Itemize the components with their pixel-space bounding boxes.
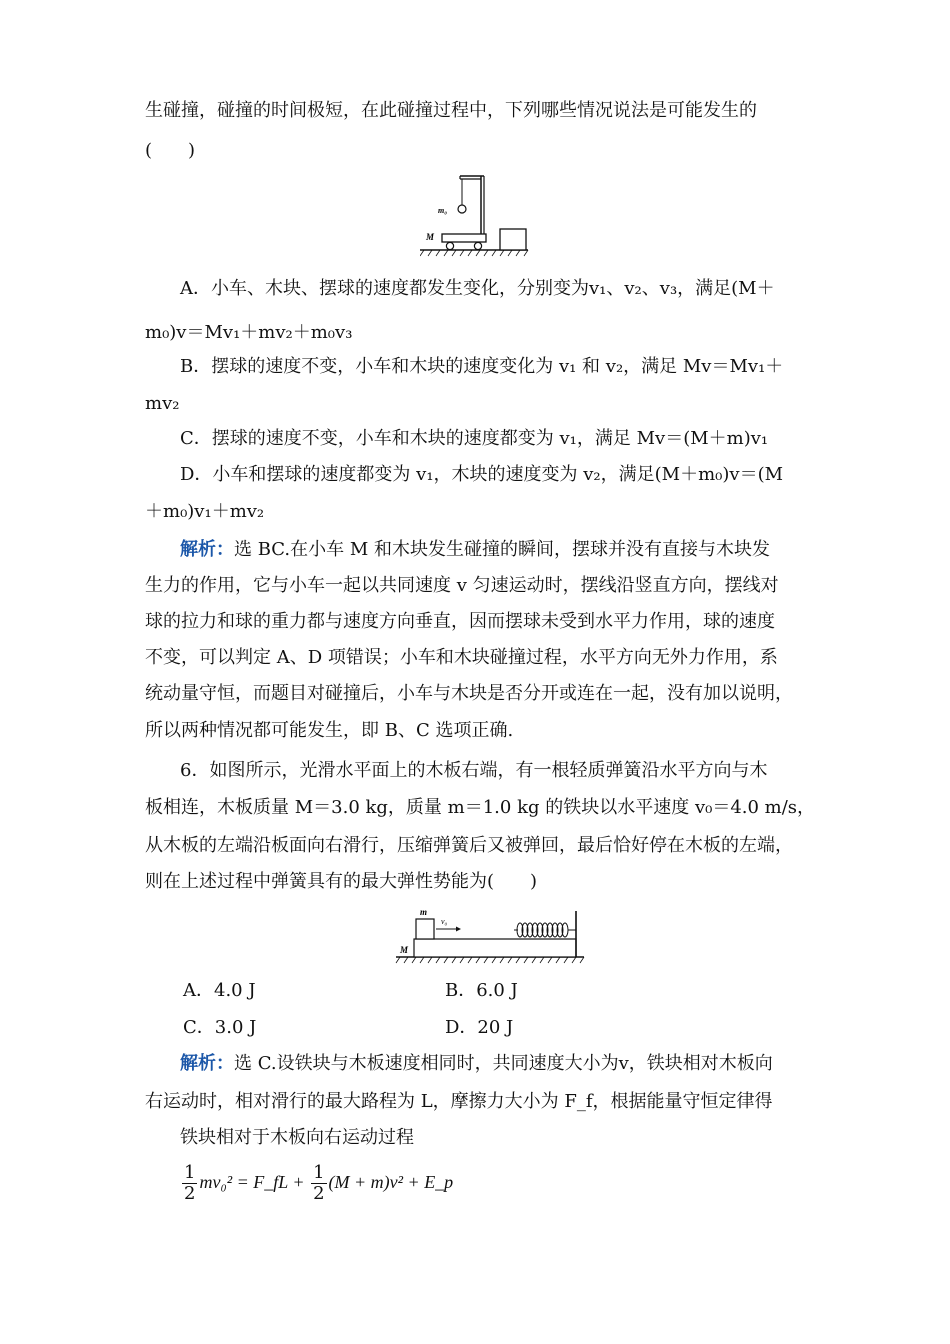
cart-label: M [426, 232, 435, 242]
q5-analysis-line2: 生力的作用，它与小车一起以共同速度 v 匀速运动时，摆线沿竖直方向，摆线对 [145, 575, 779, 596]
cart-pendulum-figure [420, 172, 530, 257]
q5-analysis-line4: 不变，可以判定 A、D 项错误；小车和木块碰撞过程，水平方向无外力作用，系 [145, 647, 778, 668]
q5-option-b-line2: mv₂ [145, 393, 180, 414]
q5-option-d-line2: ＋m₀)v₁＋mv₂ [145, 501, 265, 522]
q5-analysis-line6: 所以两种情况都可能发生，即 B、C 选项正确. [145, 720, 514, 741]
q6-analysis-line1: 解析：选 C.设铁块与木板速度相同时，共同速度大小为v，铁块相对木板向 [180, 1053, 773, 1074]
q5-option-d-line1: D．小车和摆球的速度都变为 v₁，木块的速度变为 v₂，满足(M＋m₀)v＝(M [180, 464, 784, 485]
fraction-half-1: $\frac{1}{2}$ [184, 1161, 196, 1204]
q5-option-a-line2: m₀)v＝Mv₁＋mv₂＋m₀v₃ [145, 322, 353, 343]
floor-hatching [396, 957, 584, 963]
q5-option-b-line1: B．摆球的速度不变，小车和木块的速度变化为 v₁ 和 v₂，满足 Mv＝Mv₁＋ [180, 356, 784, 377]
cart-wheel-left [446, 242, 453, 249]
analysis-label: 解析： [180, 1053, 234, 1074]
q6-stem-line4: 则在上述过程中弹簧具有的最大弹性势能为( ) [145, 871, 538, 892]
q5-option-a-line1: A．小车、木块、摆球的速度都发生变化，分别变为v₁、v₂、v₃，满足(M＋ [180, 278, 775, 299]
wood-block [500, 229, 526, 250]
q5-intro-line: 生碰撞，碰撞的时间极短，在此碰撞过程中，下列哪些情况说法是可能发生的 [145, 100, 757, 121]
q5-bracket: ( ) [145, 140, 196, 161]
pendulum-ball [458, 205, 466, 213]
q5-analysis-line1: 解析：选 BC.在小车 M 和木块发生碰撞的瞬间，摆球并没有直接与木块发 [180, 539, 771, 560]
q6-stem-line1: 6．如图所示，光滑水平面上的木板右端，有一根轻质弹簧沿水平方向与木 [180, 760, 768, 781]
q5-option-c: C．摆球的速度不变，小车和木块的速度都变为 v₁，满足 Mv＝(M＋m)v₁ [180, 428, 769, 449]
board-spring-figure [394, 905, 586, 965]
block-label: m [420, 907, 428, 917]
fraction-half-2: $\frac{1}{2}$ [313, 1161, 325, 1204]
q6-option-d: D．20 J [445, 1017, 514, 1038]
cart-wheel-right [474, 242, 481, 249]
iron-block [416, 919, 434, 939]
q6-stem-line2: 板相连，木板质量 M＝3.0 kg，质量 m＝1.0 kg 的铁块以水平速度 v₀＝4.0 m/s， [145, 797, 816, 818]
q5-analysis-line5: 统动量守恒，而题目对碰撞后，小车与木块是否分开或连在一起，没有加以说明， [145, 683, 793, 704]
velocity-label: v₀ [441, 917, 448, 926]
q6-stem-line3: 从木板的左端沿板面向右滑行，压缩弹簧后又被弹回，最后恰好停在木板的左端， [145, 835, 793, 856]
spring [514, 923, 576, 937]
q6-analysis-line2: 右运动时，相对滑行的最大路程为 L，摩擦力大小为 F_f，根据能量守恒定律得 [145, 1091, 773, 1112]
q5-analysis-line3: 球的拉力和球的重力都与速度方向垂直，因而摆球未受到水平力作用，球的速度 [145, 611, 775, 632]
cart-body [442, 234, 486, 242]
ball-label: m₀ [438, 206, 448, 215]
analysis-label: 解析： [180, 539, 234, 560]
q6-analysis-line3: 铁块相对于木板向右运动过程 [180, 1127, 414, 1148]
q6-option-a: A．4.0 J [183, 980, 256, 1001]
board-label: M [400, 945, 409, 955]
wooden-board [414, 939, 576, 957]
q6-option-c: C．3.0 J [183, 1017, 257, 1038]
ground-hatching [420, 250, 528, 256]
q6-option-b: B．6.0 J [445, 980, 518, 1001]
energy-equation: $\frac{1}{2}$ mv₀² = F_fL + $\frac{1}{2}$ (M + m)v² + E_p [184, 1161, 454, 1204]
